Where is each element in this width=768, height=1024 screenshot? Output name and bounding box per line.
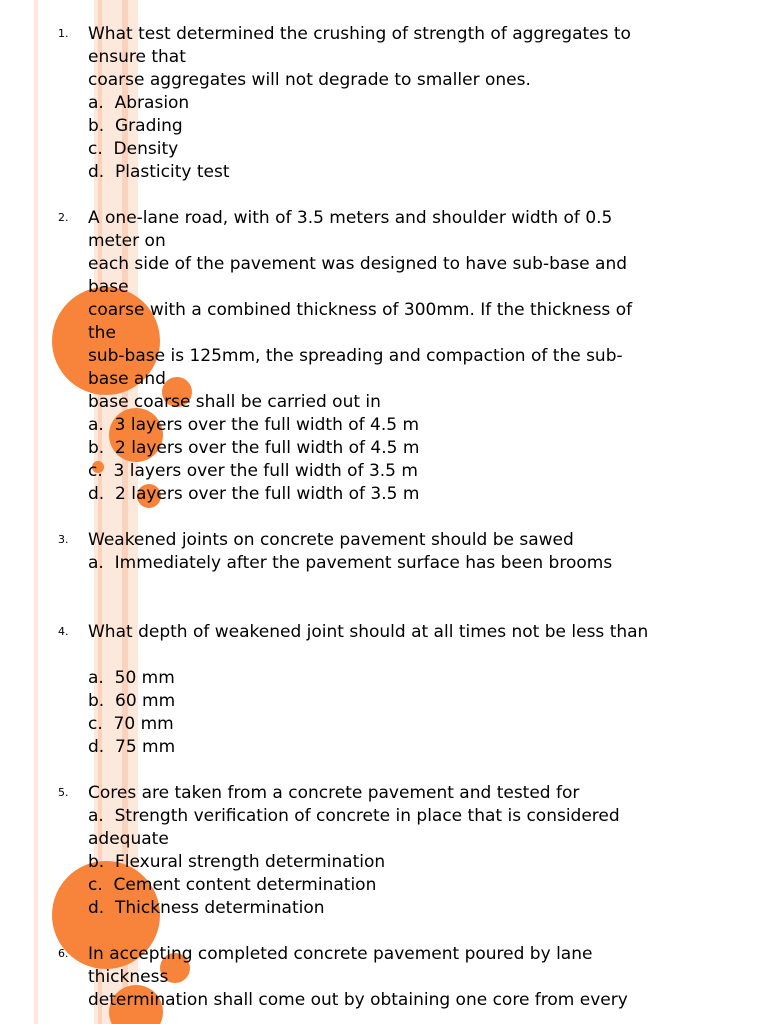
question-number: 2. (58, 211, 69, 224)
answer-option: d. Thickness determination (88, 898, 325, 918)
question-number: 4. (58, 625, 69, 638)
answer-option: a. 3 layers over the full width of 4.5 m (88, 415, 420, 435)
question-text: sub-base is 125mm, the spreading and compaction of the sub- (88, 346, 623, 366)
question-list (0, 23, 768, 1024)
answer-option: b. 60 mm (88, 691, 176, 711)
question-text: Cores are taken from a concrete pavement and tested for (88, 783, 580, 803)
answer-option: b. Grading (88, 116, 183, 136)
question-text: What depth of weakened joint should at all times not be less than (88, 622, 649, 642)
answer-option: c. Density (88, 139, 179, 159)
answer-option: c. 3 layers over the full width of 3.5 m (88, 461, 418, 481)
question-text: the (88, 323, 116, 343)
question-text: base (88, 277, 129, 297)
question-number: 1. (58, 27, 69, 40)
answer-option: a. Immediately after the pavement surface has been brooms (88, 553, 613, 573)
question-text: In accepting completed concrete pavement poured by lane (88, 944, 593, 964)
question-number: 3. (58, 533, 69, 546)
question-5 (0, 782, 768, 920)
question-text: thickness (88, 967, 169, 987)
question-2 (0, 207, 768, 506)
question-6 (0, 943, 768, 1012)
answer-option: c. 70 mm (88, 714, 174, 734)
question-text: meter on (88, 231, 166, 251)
question-text: base coarse shall be carried out in (88, 392, 381, 412)
blank-line (88, 644, 768, 667)
question-text: Weakened joints on concrete pavement should be sawed (88, 530, 574, 550)
question-text: determination shall come out by obtaining one core from every (88, 990, 628, 1010)
question-text: What test determined the crushing of strength of aggregates to (88, 24, 631, 44)
question-number: 5. (58, 786, 69, 799)
answer-option: a. 50 mm (88, 668, 175, 688)
question-number: 6. (58, 947, 69, 960)
question-text: each side of the pavement was designed to have sub-base and (88, 254, 628, 274)
answer-option: adequate (88, 829, 169, 849)
question-text: coarse aggregates will not degrade to smaller ones. (88, 70, 531, 90)
question-text: base and (88, 369, 166, 389)
answer-option: d. Plasticity test (88, 162, 230, 182)
question-3 (0, 529, 768, 598)
answer-option: b. 2 layers over the full width of 4.5 m (88, 438, 420, 458)
answer-option: d. 2 layers over the full width of 3.5 m (88, 484, 420, 504)
question-text: ensure that (88, 47, 186, 67)
answer-option: c. Cement content determination (88, 875, 377, 895)
question-text: A one-lane road, with of 3.5 meters and shoulder width of 0.5 (88, 208, 613, 228)
answer-option: d. 75 mm (88, 737, 176, 757)
answer-option: b. Flexural strength determination (88, 852, 386, 872)
question-text: coarse with a combined thickness of 300mm. If the thickness of (88, 300, 633, 320)
answer-option: a. Abrasion (88, 93, 190, 113)
question-1 (0, 23, 768, 184)
answer-option: a. Strength verification of concrete in place that is considered (88, 806, 620, 826)
question-4 (0, 621, 768, 759)
blank-line (88, 575, 768, 598)
